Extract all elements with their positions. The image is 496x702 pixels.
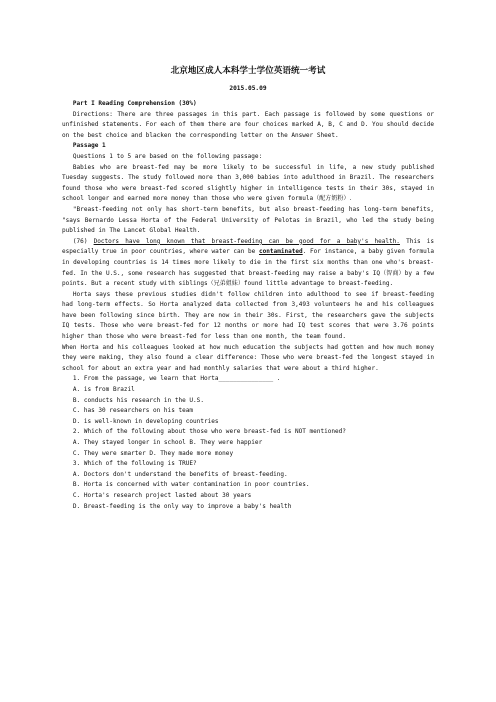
question-1-stem: 1. From the passage, we learn that Horta_______________ . [72,375,281,383]
formula-gloss: （配方奶粉）. [313,195,352,203]
passage-paragraph-2: "Breast-feeding not only has short-term benefits, but also breast-feeding has long-term benefits, "says Bernardo Lessa Horta of the Federal University of Pelotas in Brazil, who led the study being published in The Lancet Global Health. [62,205,434,235]
passage-intro: Questions 1 to 5 are based on the following passage: [72,152,263,160]
document-body [62,99,434,512]
passage-paragraph-1 [62,163,434,205]
question-3-option: D. Breast-feeding is the only way to improve a baby's health [72,502,292,510]
question-2-stem: 2. Which of the following about those who were breast-fed is NOT mentioned? [72,428,346,436]
translation-number: (76) [72,237,88,245]
vocabulary-word: contaminated [259,248,303,256]
paragraph-3-text-b: . For instance, a baby given formula in developing countries is 14 times more likely to die in the first six months than one who's breast-fed. In the U.S., some research has suggested that breast-feeding may raise a baby's IQ [62,248,435,277]
passage-paragraph-3 [62,237,434,290]
translation-sentence: Doctors have long known that breast-feeding can be good for a baby's health. [93,237,400,245]
question-3-option: A. Doctors don't understand the benefits of breast-feeding. [72,470,288,478]
paragraph-1-text: Babies who are breast-fed may be more likely to be successful in life, a new study published Tuesday suggests. The study followed more than 3,000 babies into adulthood in Brazil. The researchers found those who were breast-fed scored slightly higher in intelligence tests in their 30s, stayed in school longer and earned more money than those who were given formula [62,163,434,203]
question-1-option: A. is from Brazil [72,386,135,394]
siblings-gloss: （兄弟姐妹） [207,280,244,288]
paragraph-3-text-a: This is especially true in poor countries, where water can be [62,237,435,256]
iq-gloss: （智商） [380,269,405,277]
question-1-option: C. has 30 researchers on his team [72,407,194,415]
passage-paragraph-5: When Horta and his colleagues looked at how much education the subjects had gotten and how much money they were making, they also found a clear difference: Those who were breast-fed the longest stayed in school for about an extra year and had monthly salaries that were about a third higher. [62,343,434,372]
paragraph-3-text-d: found little advantage to breast-feeding. [243,280,394,288]
passage-heading: Passage 1 [72,142,106,150]
question-2-option: A. They stayed longer in school B. They were happier [72,439,263,446]
question-3-option: B. Horta is concerned with water contamination in poor countries. [72,481,310,489]
directions-paragraph: Directions: There are three passages in this part. Each passage is followed by some questions or unfinished statements. For each of them there are four choices marked A, B, C and D. You should decide on the best choice and blacken the corresponding letter on the Answer Sheet. [62,110,434,139]
question-3-stem: 3. Which of the following is TRUE? [72,460,197,468]
question-list [62,374,434,512]
question-3-option: C. Horta's research project lasted about 30 years [72,491,252,499]
question-2-option: C. They were smarter D. They made more money [72,449,234,457]
part-heading: Part I Reading Comprehension (30%) [72,100,197,107]
exam-title: 北京地区成人本科学士学位英语统一考试 [170,66,326,76]
question-1-option: D. is well-known in developing countries [72,417,219,425]
exam-date: 2015.05.09 [229,85,267,92]
paragraph-3-text-c: by a few points. But a recent study with siblings [62,269,434,288]
passage-paragraph-4: Horta says these previous studies didn't follow children into adulthood to see if breast-feeding had long-term effects. So Horta analyzed data collected from 3,493 volunteers he and his colleagues have been following since birth. They are now in their 30s. First, the researchers gave the subjects IQ tests. Those who were breast-fed for 12 months or more had IQ test scores that were 3.76 points higher than those who were breast-fed for less than one month, the team found. [62,290,434,341]
question-1-option: B. conducts his research in the U.S. [72,396,204,404]
